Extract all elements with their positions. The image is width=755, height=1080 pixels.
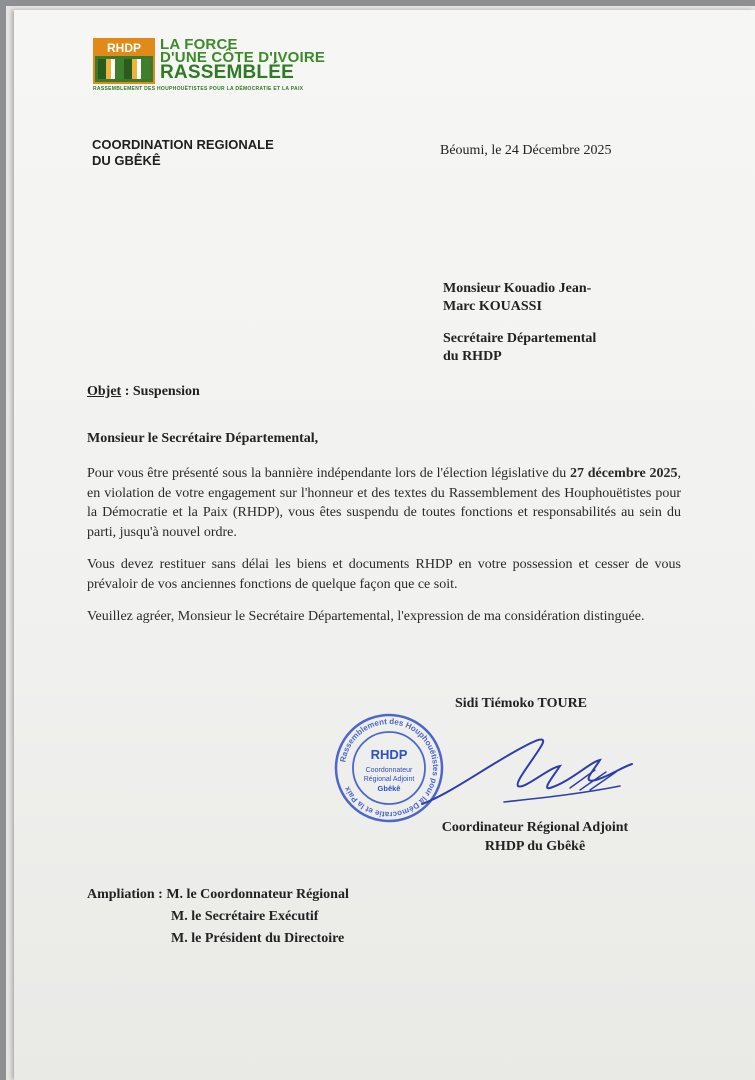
- paragraph-1-after: , en violation de votre engagement sur l'honneur et des textes du Rassemblement des Houphouëtistes pour la Démocratie et la Paix (RHDP), vous êtes suspendu de toutes fonctions et responsabilités au sein du parti, jusqu'à nouvel ordre.: [87, 466, 681, 540]
- ampliation-recipient-3: M. le Président du Directoire: [171, 931, 345, 946]
- tagline-line-3: RASSEMBLÉE: [160, 62, 294, 83]
- paragraph-1-bold-date: 27 décembre 2025: [570, 466, 678, 481]
- rhdp-logo: [93, 38, 155, 84]
- stamp-line-3: Gbêkê: [377, 784, 401, 793]
- paragraph-2: Vous devez restituer sans délai les biens et documents RHDP en votre possession et cesser de vous prévaloir de vos anciennes fonctions de quelque façon que ce soit.: [87, 557, 681, 592]
- paragraph-3: Veuillez agréer, Monsieur le Secrétaire Départemental, l'expression de ma considération distinguée.: [87, 609, 645, 624]
- subject-separator: :: [121, 384, 133, 399]
- signer-name: Sidi Tiémoko TOURE: [455, 696, 588, 711]
- ampliation-recipient-1: M. le Coordonnateur Régional: [166, 887, 349, 902]
- letterhead-tagline: [160, 38, 360, 82]
- logo-text: RHDP: [95, 40, 153, 56]
- letter-body: [87, 464, 681, 640]
- ampliation-recipient-2: M. le Secrétaire Exécutif: [171, 909, 319, 924]
- paragraph-1-before: Pour vous être présenté sous la bannière indépendante lors de l'élection législative du: [87, 466, 571, 481]
- stamp-line-2: Régional Adjoint: [363, 776, 415, 783]
- ampliation-label: Ampliation :: [87, 887, 167, 902]
- stamp-ring-text: Rassemblement des Houphouëtistes pour la Démocratie et la Paix: [338, 716, 441, 820]
- salutation: Monsieur le Secrétaire Départemental,: [87, 431, 319, 446]
- subject-value: Suspension: [132, 384, 200, 399]
- place-date: Béoumi, le 24 Décembre 2025: [440, 143, 612, 158]
- sender-line-2: DU GBÊKÊ: [92, 153, 161, 168]
- subject-line: [87, 384, 200, 400]
- letterhead-subtitle: RASSEMBLEMENT DES HOUPHOUËTISTES POUR LA DÉMOCRATIE ET LA PAIX: [93, 86, 304, 92]
- ampliation-block: [87, 884, 349, 950]
- logo-emblem-icon: [98, 59, 150, 79]
- paragraph-1: [87, 464, 681, 542]
- signer-title-line-1: Coordinateur Régional Adjoint: [441, 820, 629, 835]
- signer-title-line-2: RHDP du Gbêkê: [484, 839, 586, 854]
- addressee-title-line-2: du RHDP: [443, 349, 502, 364]
- stamp-title: RHDP: [370, 747, 408, 762]
- subject-label: Objet: [87, 384, 122, 399]
- tagline-line-2: D'UNE CÔTE D'IVOIRE: [160, 49, 326, 66]
- addressee-name-line-2: Marc KOUASSI: [443, 299, 542, 314]
- addressee-block: [443, 280, 623, 366]
- sender-line-1: COORDINATION REGIONALE: [92, 137, 274, 152]
- stamp-line-1: Coordonnateur: [365, 767, 413, 774]
- ampliation-row-1: [87, 884, 349, 906]
- handwritten-signature: [420, 724, 635, 816]
- signer-title: [430, 818, 640, 856]
- addressee-name-line-1: Monsieur Kouadio Jean-: [443, 281, 592, 296]
- sender-block: [92, 137, 274, 169]
- tagline-line-1: LA FORCE: [160, 36, 238, 53]
- addressee-title-line-1: Secrétaire Départemental: [443, 331, 597, 346]
